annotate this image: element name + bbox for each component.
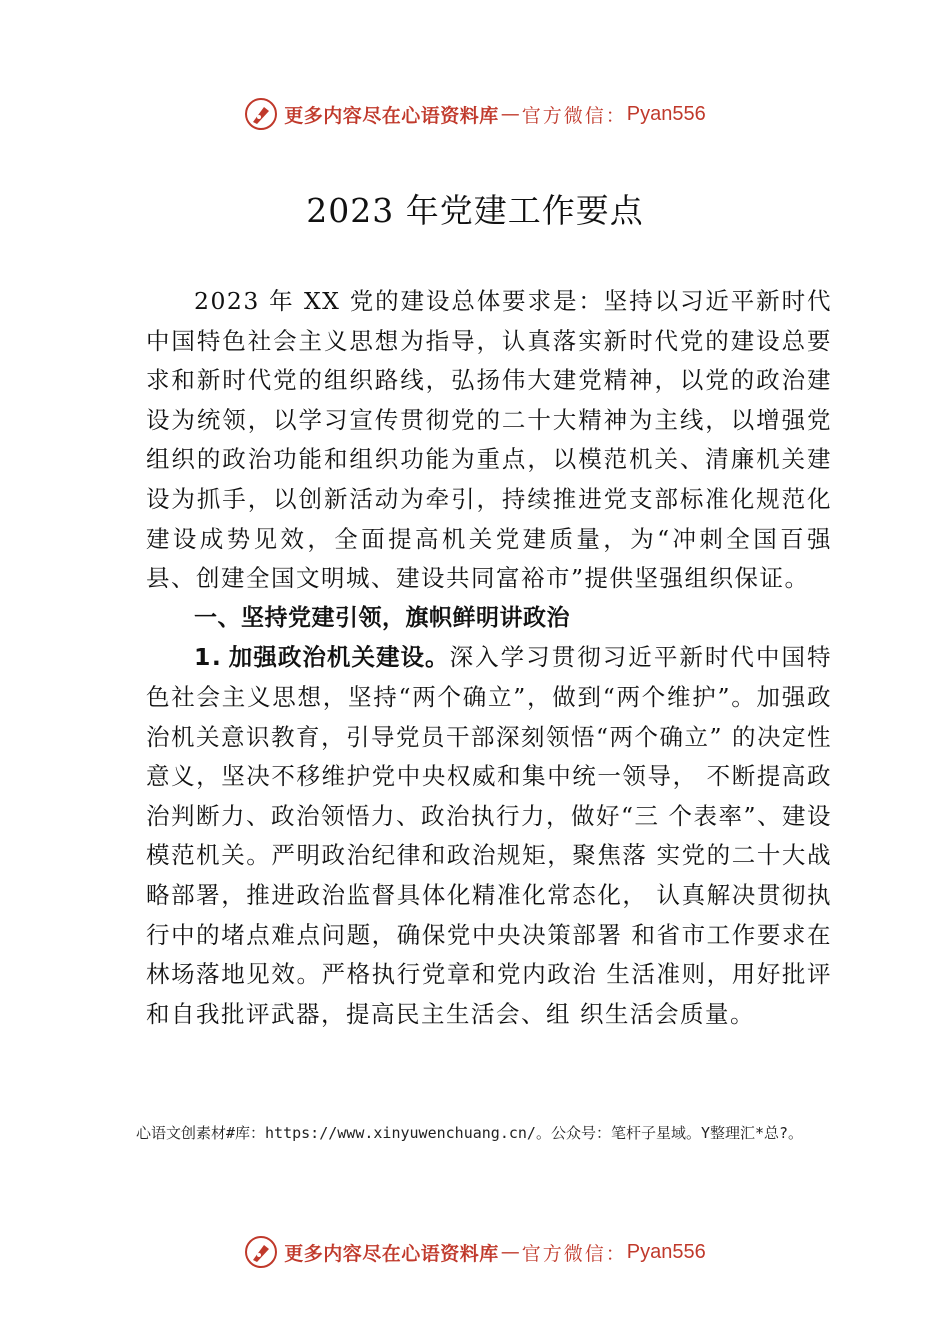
contact-label: 官方微信： — [521, 1242, 627, 1265]
intro-paragraph: 2023 年 XX 党的建设总体要求是：坚持以习近平新时代中国特色社会主义思想为指导，认真落实新时代党的建设总要求和新时代党的组织路线，弘扬伟大建党精神，以党的政治建设为统领，以学习宣传贯彻党的二十大精神为主线，以增强党组织的政治功能和组织功能为重点，以模范机关、清廉机关建设为抓手，以创新活动为牵引，持续推进党支部标准化规范化建设成势见效，全面提高机关党建质量，为“冲刺全国百强县、创建全国文明城、建设共同富裕市”提供坚强组织保证。 — [146, 287, 832, 593]
brand-text: 更多内容尽在心语资料库 — [284, 1242, 499, 1265]
contact-id: Pyan556 — [626, 102, 706, 125]
item-number: 1. — [194, 643, 223, 672]
source-footnote: 心语文创素材#库：https://www.xinyuwenchuang.cn/。公众号：笔杆子星域。Y整理汇*总?。 — [136, 1124, 804, 1142]
contact-label: 官方微信： — [521, 104, 627, 127]
footer-banner — [0, 1232, 950, 1272]
pen-nib-seal-logo-icon — [244, 1235, 278, 1269]
document-title: 2023 年党建工作要点 — [306, 191, 644, 230]
pen-nib-seal-logo-icon — [244, 97, 278, 131]
item-body: 深入学习贯彻习近平新时代中国特色社会主义思想，坚持“两个确立”，做到“两个维护”。加强政治机关意识教育，引导党员干部深刻领悟“两个确立” 的决定性意义，坚决不移维护党中央权威和集中统一领导， 不断提高政治判断力、政治领悟力、政治执行力，做好“三 个表率”、建设模范机关。严明政治纪律和政治规矩，聚焦落 实党的二十大战略部署，推进政治监督具体化精准化常态化， 认真解决贯彻执行中的堵点难点问题，确保党中央决策部署 和省市工作要求在林场落地见效。严格执行党章和党内政治 生活准则，用好批评和自我批评武器，提高民主生活会、组 织生活会质量。 — [146, 643, 833, 1028]
banner-dash: — — [500, 103, 520, 125]
brand-text: 更多内容尽在心语资料库 — [284, 104, 499, 127]
item-paragraph — [146, 638, 832, 1034]
contact-id: Pyan556 — [626, 1240, 706, 1263]
banner-dash: — — [500, 1241, 520, 1263]
document-body — [146, 282, 832, 1034]
header-banner — [0, 94, 950, 134]
item-title: 加强政治机关建设。 — [228, 643, 450, 672]
section-heading: 一、坚持党建引领，旗帜鲜明讲政治 — [194, 604, 570, 631]
